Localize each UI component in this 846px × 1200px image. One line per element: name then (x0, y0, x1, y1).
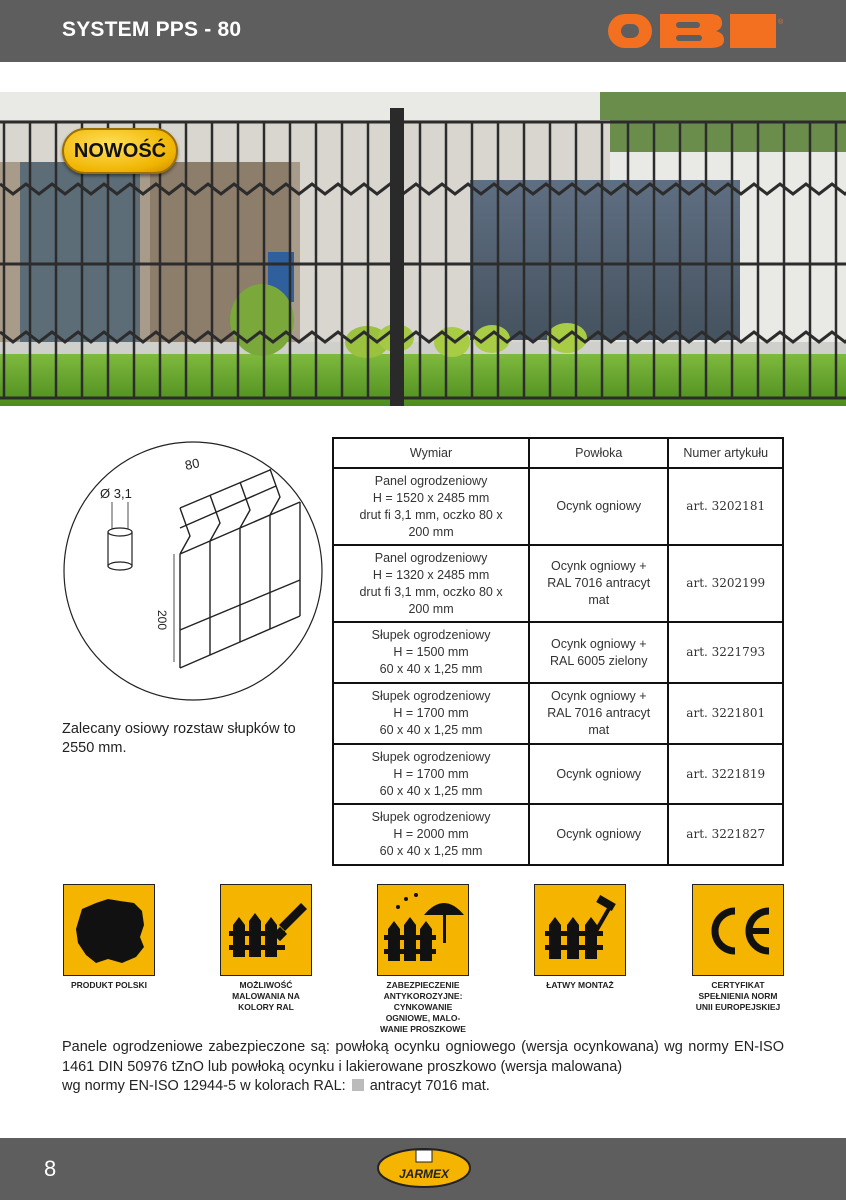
column-header-article-number: Numer artykułu (668, 438, 783, 468)
cell-coating (529, 468, 668, 545)
new-badge: NOWOŚĆ (62, 128, 178, 174)
feature-label-line: ŁATWY MONTAŻ (546, 980, 614, 990)
coating-description (62, 1038, 784, 1097)
cell-line: 200 mm (408, 601, 454, 616)
feature-label (201, 980, 331, 1013)
cell-dimension (333, 683, 529, 744)
mesh-height-label: 200 (155, 610, 169, 631)
cell-line: Słupek ogrodzeniowy (371, 628, 491, 642)
coating-description-line2: wg normy EN-ISO 12944-5 w kolorach RAL: (62, 1078, 346, 1094)
table-row (333, 468, 783, 545)
feature-polish-product (44, 884, 174, 991)
header-bar (0, 0, 846, 62)
table-row (333, 683, 783, 744)
cell-line: mat (588, 593, 610, 607)
product-spec-table (332, 437, 784, 866)
panel-technical-drawing (62, 440, 324, 702)
obi-logo (606, 10, 782, 52)
feature-easy-assembly (515, 884, 645, 991)
feature-label-line: OGNIOWE, MALO- (385, 1013, 461, 1023)
cell-article-number: art. 3202181 (668, 468, 783, 545)
post-spacing-note: Zalecany osiowy rozstaw słupków to 2550 mm. (62, 721, 296, 756)
jarmex-logo (376, 1146, 472, 1190)
feature-label (673, 980, 803, 1013)
fence-umbrella-icon (378, 885, 470, 977)
page-title: SYSTEM PPS - 80 (62, 18, 242, 41)
cell-line: Ocynk ogniowy (556, 499, 642, 513)
cell-dimension (333, 545, 529, 622)
feature-icons-row (0, 884, 846, 1034)
cell-line: Ocynk ogniowy (556, 766, 642, 781)
ral-color-swatch (352, 1079, 364, 1091)
table-row (333, 804, 783, 865)
table-row (333, 744, 783, 804)
cell-line: H = 1520 x 2485 mm (372, 490, 490, 505)
feature-label-line: MOŻLIWOŚĆ (239, 980, 293, 990)
cell-coating (529, 683, 668, 744)
feature-label-line: CERTYFIKAT (711, 980, 765, 990)
feature-label-line: ANTYKOROZYJNE: (383, 991, 463, 1001)
cell-dimension (333, 468, 529, 545)
footer-bar (0, 1138, 846, 1200)
svg-text:®: ® (778, 19, 784, 26)
feature-ral-painting (201, 884, 331, 1013)
feature-label-line: PRODUKT POLSKI (70, 980, 148, 990)
feature-label-line: UNII EUROPEJSKIEJ (695, 1002, 781, 1012)
cell-line: Słupek ogrodzeniowy (371, 749, 491, 764)
wire-diameter-label: Ø 3,1 (100, 486, 132, 501)
cell-line: 200 mm (408, 524, 454, 539)
feature-label (515, 980, 645, 991)
feature-label-line: KOLORY RAL (238, 1002, 294, 1012)
table-row (333, 622, 783, 683)
table-row (333, 545, 783, 622)
cell-line: 60 x 40 x 1,25 mm (379, 662, 483, 676)
cell-article-number: art. 3221801 (668, 683, 783, 744)
cell-line: RAL 6005 zielony (549, 653, 648, 668)
fence-paint-brush-icon (221, 885, 313, 977)
cell-dimension (333, 744, 529, 804)
page-number: 8 (44, 1156, 57, 1181)
mesh-width-label: 80 (183, 455, 201, 473)
cell-line: H = 1700 mm (393, 706, 469, 720)
feature-label (358, 980, 488, 1035)
cell-line: Ocynk ogniowy + (550, 559, 647, 573)
cell-line: Słupek ogrodzeniowy (371, 689, 491, 703)
cell-coating (529, 622, 668, 683)
cell-line: drut fi 3,1 mm, oczko 80 x (359, 584, 503, 599)
cell-line: mat (588, 723, 610, 737)
column-header-dimension: Wymiar (333, 438, 529, 468)
feature-label-line: SPEŁNIENIA NORM (698, 991, 778, 1001)
coating-color-name: antracyt 7016 mat. (369, 1078, 490, 1094)
brand-text: OBI (606, 10, 608, 11)
cell-article-number: art. 3202199 (668, 545, 783, 622)
cell-article-number: art. 3221819 (668, 744, 783, 804)
cell-dimension (333, 804, 529, 865)
column-header-coating: Powłoka (529, 438, 668, 468)
feature-label-line: WANIE PROSZKOWE (380, 1024, 466, 1034)
cell-line: 60 x 40 x 1,25 mm (379, 723, 483, 737)
feature-label-line: ZABEZPIECZENIE (386, 980, 460, 990)
cell-article-number: art. 3221793 (668, 622, 783, 683)
cell-article-number: art. 3221827 (668, 804, 783, 865)
feature-label (44, 980, 174, 991)
cell-line: RAL 7016 antracyt (547, 576, 651, 590)
cell-coating (529, 744, 668, 804)
cell-line: 60 x 40 x 1,25 mm (379, 844, 483, 858)
cell-line: H = 1700 mm (393, 766, 469, 781)
cell-line: Panel ogrodzeniowy (374, 550, 488, 565)
feature-ce-certificate (673, 884, 803, 1013)
cell-line: RAL 7016 antracyt (547, 706, 651, 720)
cell-line: drut fi 3,1 mm, oczko 80 x (359, 507, 503, 522)
cell-line: 60 x 40 x 1,25 mm (379, 783, 483, 798)
jarmex-logo-text: JARMEX (398, 1167, 450, 1181)
poland-map-icon (64, 885, 156, 977)
cell-line: H = 2000 mm (393, 827, 469, 841)
cell-line: Ocynk ogniowy + (550, 636, 647, 651)
cell-line: Ocynk ogniowy (556, 827, 642, 841)
cell-dimension (333, 622, 529, 683)
feature-label-line: CYNKOWANIE (393, 1002, 453, 1012)
feature-anticorrosion (358, 884, 488, 1035)
cell-coating (529, 804, 668, 865)
coating-description-line1: Panele ogrodzeniowe zabezpieczone są: powłoką ocynku ogniowego (wersja ocynkowana) wg normy EN-ISO 1461 DIN 50976 tZnO lub powłoką ocynku i lakierowane proszkowo (wersja malowana) (62, 1039, 784, 1075)
table-header-row (333, 438, 783, 468)
cell-line: Słupek ogrodzeniowy (371, 810, 491, 824)
cell-line: H = 1500 mm (393, 645, 469, 659)
cell-line: Panel ogrodzeniowy (374, 473, 488, 488)
cell-coating (529, 545, 668, 622)
ce-mark-icon (693, 885, 785, 977)
feature-label-line: MALOWANIA NA (232, 991, 300, 1001)
cell-line: H = 1320 x 2485 mm (372, 567, 490, 582)
fence-hammer-icon (535, 885, 627, 977)
cell-line: Ocynk ogniowy + (550, 689, 647, 703)
